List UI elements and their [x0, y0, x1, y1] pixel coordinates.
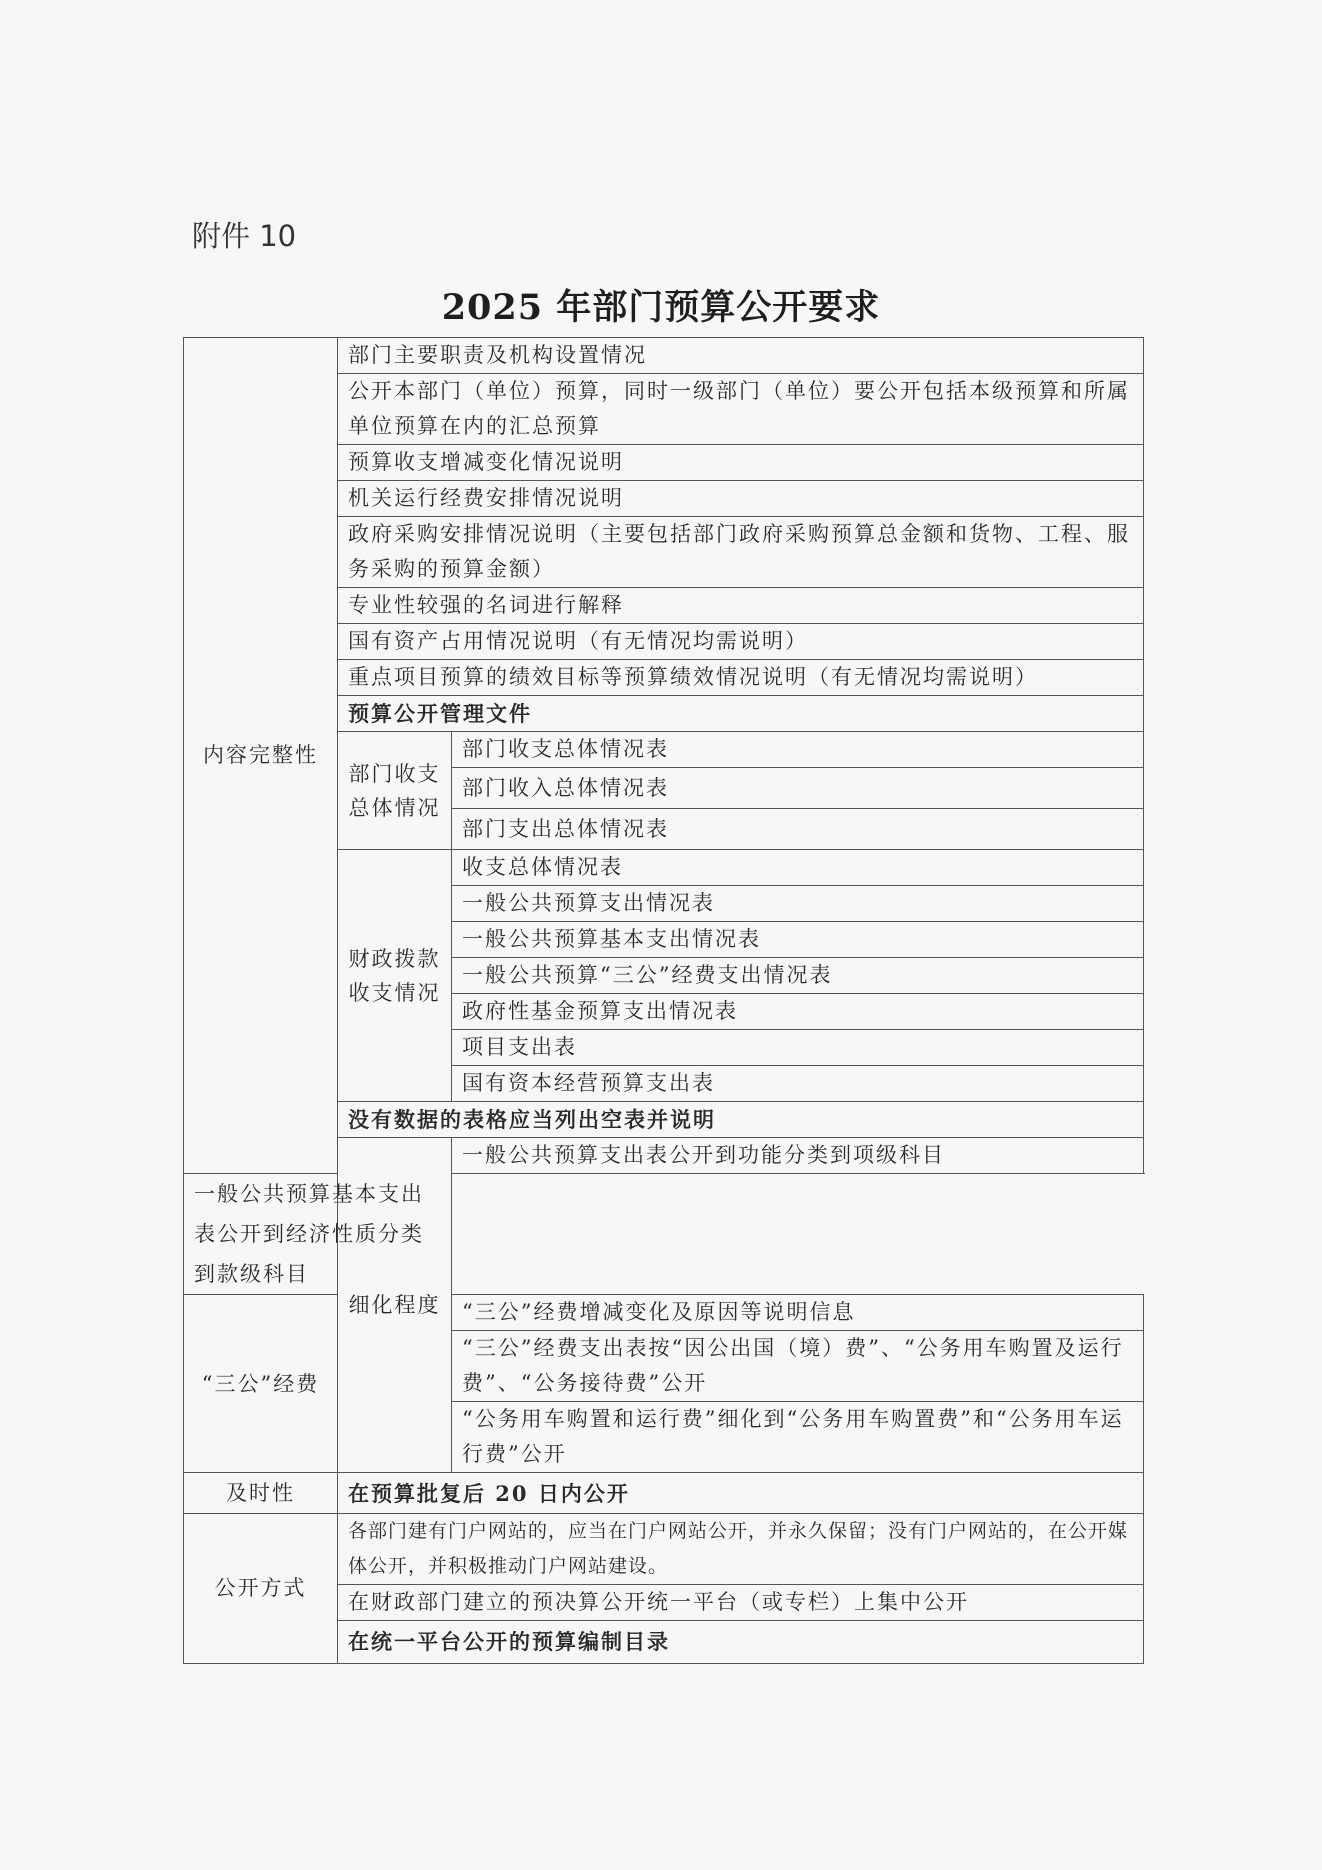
- requirement-cell: 政府性基金预算支出情况表: [452, 994, 1144, 1030]
- requirement-cell: 项目支出表: [452, 1030, 1144, 1066]
- attachment-label: 附件 10: [192, 219, 297, 253]
- table-row: [184, 1514, 1144, 1585]
- requirements-table: [183, 337, 1144, 1664]
- category-method: 公开方式: [184, 1514, 338, 1664]
- requirement-cell: 一般公共预算支出情况表: [452, 886, 1144, 922]
- requirement-cell: 在预算批复后 20 日内公开: [338, 1473, 1144, 1514]
- requirement-cell: “三公”经费增减变化及原因等说明信息: [452, 1295, 1144, 1331]
- table-row: [184, 1473, 1144, 1514]
- category-detail: 细化程度: [338, 1138, 452, 1473]
- requirement-cell: 政府采购安排情况说明（主要包括部门政府采购预算总金额和货物、工程、服务采购的预算金额）: [338, 517, 1144, 588]
- requirement-cell: 一般公共预算支出表公开到功能分类到项级科目: [452, 1138, 1144, 1174]
- requirement-cell: 部门支出总体情况表: [452, 809, 1144, 850]
- requirement-cell: 部门主要职责及机构设置情况: [338, 338, 1144, 374]
- page-title: 2025 年部门预算公开要求: [441, 287, 881, 328]
- table-row: [184, 338, 1144, 374]
- requirement-cell: 部门收支总体情况表: [452, 732, 1144, 768]
- requirement-cell: 没有数据的表格应当列出空表并说明: [338, 1102, 1144, 1138]
- requirement-cell: 公开本部门（单位）预算，同时一级部门（单位）要公开包括本级预算和所属单位预算在内的汇总预算: [338, 374, 1144, 445]
- requirement-cell: “三公”经费支出表按“因公出国（境）费”、“公务用车购置及运行费”、“公务接待费”公开: [452, 1331, 1144, 1402]
- requirement-cell: 预算公开管理文件: [338, 696, 1144, 732]
- table-row: [184, 1174, 1144, 1295]
- subcategory-fiscal: 财政拨款收支情况: [338, 850, 452, 1102]
- requirement-cell: 一般公共预算基本支出表公开到经济性质分类到款级科目: [184, 1174, 452, 1295]
- requirement-cell: 各部门建有门户网站的，应当在门户网站公开，并永久保留；没有门户网站的，在公开媒体公开，并积极推动门户网站建设。: [338, 1514, 1144, 1585]
- requirement-cell: 一般公共预算基本支出情况表: [452, 922, 1144, 958]
- subcategory-dept-overall: 部门收支总体情况: [338, 732, 452, 850]
- table-row: [184, 1295, 1144, 1331]
- requirement-cell: 国有资本经营预算支出表: [452, 1066, 1144, 1102]
- requirement-cell: 重点项目预算的绩效目标等预算绩效情况说明（有无情况均需说明）: [338, 660, 1144, 696]
- category-timeliness: 及时性: [184, 1473, 338, 1514]
- requirement-cell: 专业性较强的名词进行解释: [338, 588, 1144, 624]
- requirement-cell: “公务用车购置和运行费”细化到“公务用车购置费”和“公务用车运行费”公开: [452, 1402, 1144, 1473]
- requirement-cell: 部门收入总体情况表: [452, 768, 1144, 809]
- requirement-cell: 在财政部门建立的预决算公开统一平台（或专栏）上集中公开: [338, 1585, 1144, 1621]
- requirement-cell: 在统一平台公开的预算编制目录: [338, 1621, 1144, 1664]
- requirement-cell: 预算收支增减变化情况说明: [338, 445, 1144, 481]
- requirement-cell: 一般公共预算“三公”经费支出情况表: [452, 958, 1144, 994]
- requirement-cell: 机关运行经费安排情况说明: [338, 481, 1144, 517]
- category-completeness: 内容完整性: [184, 338, 338, 1174]
- requirement-cell: 国有资产占用情况说明（有无情况均需说明）: [338, 624, 1144, 660]
- subcategory-three-public: “三公”经费: [184, 1295, 338, 1473]
- requirement-cell: 收支总体情况表: [452, 850, 1144, 886]
